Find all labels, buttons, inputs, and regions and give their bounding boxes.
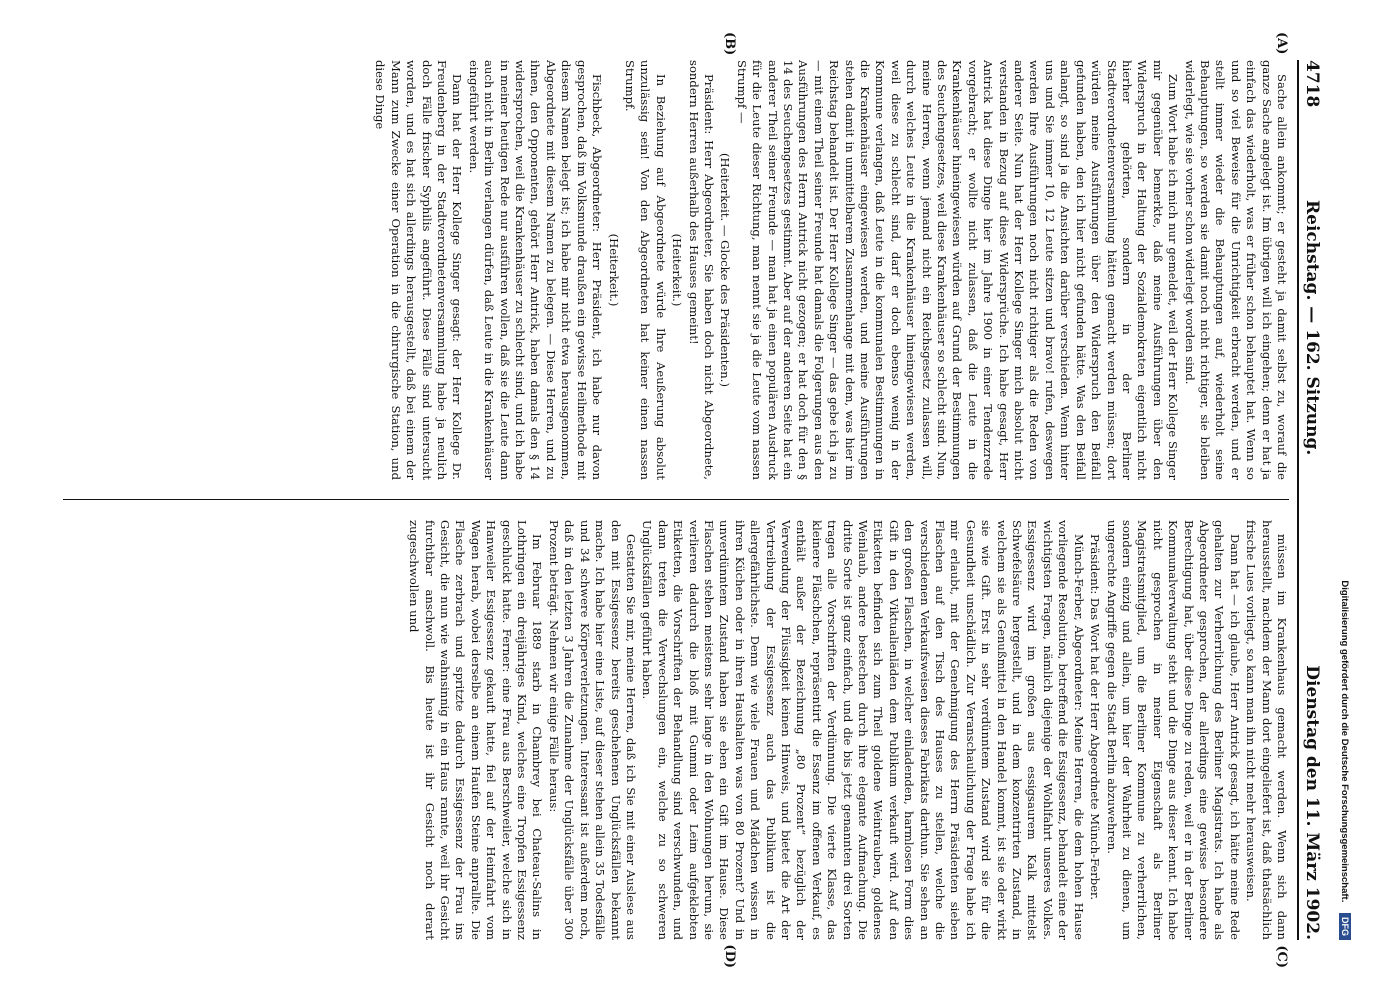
paragraph: Präsident: Herr Abgeordneter, Sie haben doch nicht Abgeordnete, sondern Herren außerhalb des Hauses gemeint! — [686, 60, 716, 480]
digitization-credit — [1339, 580, 1351, 940]
text-column-left — [63, 60, 1289, 480]
paragraph: Gestatten Sie mir, meine Herren, daß ich Sie mit einer Auslese aus den mit Essigessenz bereits geschehenen Unglücksfällen bekannt mache. Ich habe hier eine Liste, auf dieser stehen allein 35 Todesfälle und 34 schwere Körperverletzungen. Interessant ist außerdem noch, daß in den letzten 3 Jahren die Zunahme der Unglücksfälle über 300 Prozent beträgt. Nehmen wir einige Fälle heraus: — [546, 520, 638, 940]
margin-mark-d: (D) — [721, 944, 737, 968]
rotated-document-page — [57, 32, 1350, 968]
margin-mark-c: (C) — [1273, 945, 1289, 968]
dfg-logo: DFG — [1339, 913, 1351, 940]
margin-mark-a: (A) — [1273, 32, 1289, 55]
paragraph: In Beziehung auf Abgeordnete würde Ihre Aeußerung absolut unzulässig sein! Von den Abgeordneten hat keiner einen nassen Strumpf. — [622, 60, 668, 480]
page-header — [1297, 60, 1327, 940]
paragraph: Fischbeck, Abgeordneter: Herr Präsident, ich habe nur davon gesprochen, daß im Volksmunde draußen ein gewisse Heilmethode mit diesem Namen belegt ist; ich habe mir nicht etwa herausgenommen, Abgeordnete mit diesem Namen zu belegen. — Diese Herren, und zu ihnen, den Opponenten, gehört Herr Antrick, haben damals den § 14 widersprochen, weil die Krankenhäuser zu schlecht sind, und ich habe in meiner heutigen Rede nur ausführen wollen, daß sie die Leute dann auch nicht in Berlin verlangen dürfen, daß Leute in die Krankenhäuser eingeführt werden. — [466, 60, 604, 480]
paragraph: Zum Wort habe ich mich nur gemeldet, weil der Herr Kollege Singer mir gegenüber bemerkte, daß meine Ausführungen über den Widerspruch in der Haltung der Sozialdemokraten eigentlich nicht hierher gehörten, sondern in der Berliner Stadtverordnetenversammlung hätten gemacht werden müssen; dort würden meine Ausführungen über den Widerspruch den Beifall gefunden haben, den ich hier nicht gefunden hätte. Was den Beifall anlangt, so sind ja die Ansichten darüber verschieden. Wenn hinter uns und Sie immer 10, 12 Leute sitzen und bravo! rufen, deswegen werden Ihre Ausführungen noch nicht richtiger als die Reden von anderer Seite. Nun hat der Herr Kollege Singer mich absolut nicht verstanden in Bezug auf diese Widersprüche. Ich habe gesagt, Herr Antrick hat diese Dinge hier im Jahre 1900 in einer Tendenzrede vorgebracht; er wollte nicht zulassen, daß die Leute in die Krankenhäuser hineingewiesen würden auf Grund der Bestimmungen des Seuchengesetzes, weil diese Krankenhäuser so schlecht sind. Nun, meine Herren, wenn jemand nicht ein Reichsgesetz zulassen will, durch welches Leute in die Krankenhäuser hineingewiesen werden, weil diese zu schlecht sind, darf er doch ebenso wenig in der Kommune verlangen, daß Leute in die kommunalen Bestimmungen in die Krankenhäuser eingewiesen werden, und meine Ausführungen stehen damit in unmittelbarem Zusammenhange mit dem, was hier im Reichstag behandelt ist. Der Herr Kollege Singer — das gebe ich ja zu — mit einem Theil seiner Freunde hat damals die Folgerungen aus den Ausführungen des Herrn Antrick nicht gezogen; er hat doch für den § 14 des Seuchengesetzes gestimmt. Aber auf der anderen Seite hat ein anderer Theil seiner Freunde — man hat ja einen populären Ausdruck für die Leute dieser Richtung, man nennt sie ja die Leute vom nassen Strumpf — — [734, 60, 1180, 480]
paragraph: Dann hat — ich glaube, Herr Antrick gesagt, ich hätte meine Rede gehalten zur Verherrlichung des Berliner Magistrats. Ich habe als Abgeordneter gesprochen, der allerdings eine gewisse besondere Berechtigung hat, über diese Dinge zu reden, weil er in der Berliner Kommunalverwaltung steht und die Dinge aus dieser kennt. Ich habe nicht gesprochen in meiner Eigenschaft als Berliner Magistratsmitglied, um die Berliner Kommune zu verherrlichen, sondern einzig und allein, um hier der Wahrheit zu dienen, um ungerechte Angriffe gegen die Stadt Berlin abzuwehren. — [1104, 520, 1242, 940]
date-line: Dienstag den 11. März 1902. — [1301, 665, 1322, 940]
column-divider — [63, 499, 1289, 500]
paragraph: Dann hat der Herr Kollege Singer gesagt: der Herr Kollege Dr. Freudenberg in der Stadtverordnetenversammlung habe ja neulich doch Fälle frischer Syphilis angeführt. Diese Fälle sind untersucht worden, und es hat sich allerdings herausgestellt, daß bei einem der Mann zum Zwecke einer Operation in die chirurgische Station, und diese Dinge — [372, 60, 464, 480]
page-number: 4718 — [1301, 60, 1322, 108]
paragraph: Sache allein ankommt; er gesteht ja damit selbst zu, worauf die ganze Sache angelegt ist. Im übrigen will ich eingehen; denn er hat ja einfach das wiederholt, was er früher schon behauptet hat. Wenn so und so viel Beweise für die Unrichtigkeit erbracht werden, und er stellt immer wieder die Behauptungen auf, wiederholt seine Behauptungen, so werden sie damit noch nicht richtiger, sie bleiben widerlegt, wie sie vorher schon widerlegt worden sind. — [1182, 60, 1289, 480]
margin-mark-b: (B) — [721, 32, 737, 56]
paragraph: Im Februar 1889 starb in Chambrey bei Chateau-Salins in Lothringen ein dreijähriges Kind, welches eine Tropfen Essigessenz geschluckt hatte. Ferner: eine Frau aus Berschweiler, welche sich in Hanweiler Essigessenz gekauft hatte, fiel auf der Heimfahrt vom Wagen herab, wobei derselbe an einem Haufen Steine anprallte. Die Flasche zerbrach und spritzte dadurch Essigessenz der Frau ins Gesicht, die nun wie wahnsinnig in ein Haus rannte, weil ihr Gesicht furchtbar anschwoll. Bis heute ist ihr Gesicht noch derart zugeschwollen und — [406, 520, 544, 940]
paragraph: müssen im Krankenhaus gemacht werden. Wenn sich dann herausstellt, nachdem der Mann dort eingeliefert ist, daß thatsächlich frische Lues vorliegt, so kann man ihn nicht mehr herausweisen. — [1243, 520, 1289, 940]
stage-direction: (Heiterkeit.) — [669, 233, 684, 307]
running-title: Reichstag. — 162. Sitzung. — [1301, 200, 1322, 456]
stage-direction: (Heiterkeit.) — [606, 233, 621, 307]
paragraph: Präsident: Das Wort hat der Herr Abgeordnete Münch-Ferber. — [1087, 534, 1102, 901]
credit-text: Digitalisierung gefördert durch die Deutsche Forschungsgemeinschaft. — [1338, 580, 1350, 903]
text-column-right — [63, 520, 1289, 940]
stage-direction: (Heiterkeit. — Glocke des Präsidenten.) — [717, 153, 732, 387]
paragraph: Münch-Ferber, Abgeordneter: Meine Herren, die dem hohen Hause vorliegende Resolution, betreffend die Essigessenz, behandelt eine der wichtigsten Fragen, nämlich diejenige der Wohlfahrt unseres Volkes. Essigessenz wird im großen aus essigsaurem Kalk mittelst Schwefelsäure hergestellt, und in dem konzentrirten Zustand, in welchem sie als Genußmittel in den Handel kommt, ist sie oder wirkt sie wie Gift. Erst in sehr verdünntem Zustand wird sie für die Gesundheit unschädlich. Zur Veranschaulichung der Frage habe ich mir erlaubt, mit der Genehmigung des Herrn Präsidenten sieben Flaschen auf den Tisch des Hauses zu stellen, welche die verschiedenen Verkaufsweisen dieses Fabrikats darthun. Sie sehen an den großen Flaschen, in welcher einladenden, harmlosen Form dies Gift in den Viktualienläden dem Publikum verkauft wird. Auf den Etiketten befinden sich zum Theil goldene Weintrauben, goldenes Weinlaub, andere bestechen durch ihre elegante Aufmachung. Die dritte Sorte ist ganz einfach, und die bis jetzt genannten drei Sorten tragen alle Vorschriften der Verdünnung. Die vierte Klasse, das kleinere Fläschchen, repräsentirt die Essenz im offenen Verkauf, es enthält außer der Bezeichnung „80 Prozent“ bezüglich der Verwendung der Flüssigkeit keinen Hinweis, und bietet die Art der Vertreibung der Essigessenz auch das Publikum ist die allergefährlichste. Denn wie viele Frauen und Mädchen wissen in ihren Küchen oder in ihren Haushalten was von 80 Prozent? Und in unverdünntem Zustand haben sie eben ein Gift im Hause. Diese Flaschen stehen meistens sehr lange in den Wohnungen herum, sie verlieren dadurch die bloß mit Gummi oder Leim aufgeklebten Etiketten, die Vorschriften der Behandlung sind verschwunden, und dann treten die Verwechslungen ein, welche zu so schweren Unglücksfällen geführt haben. — [639, 520, 1086, 940]
